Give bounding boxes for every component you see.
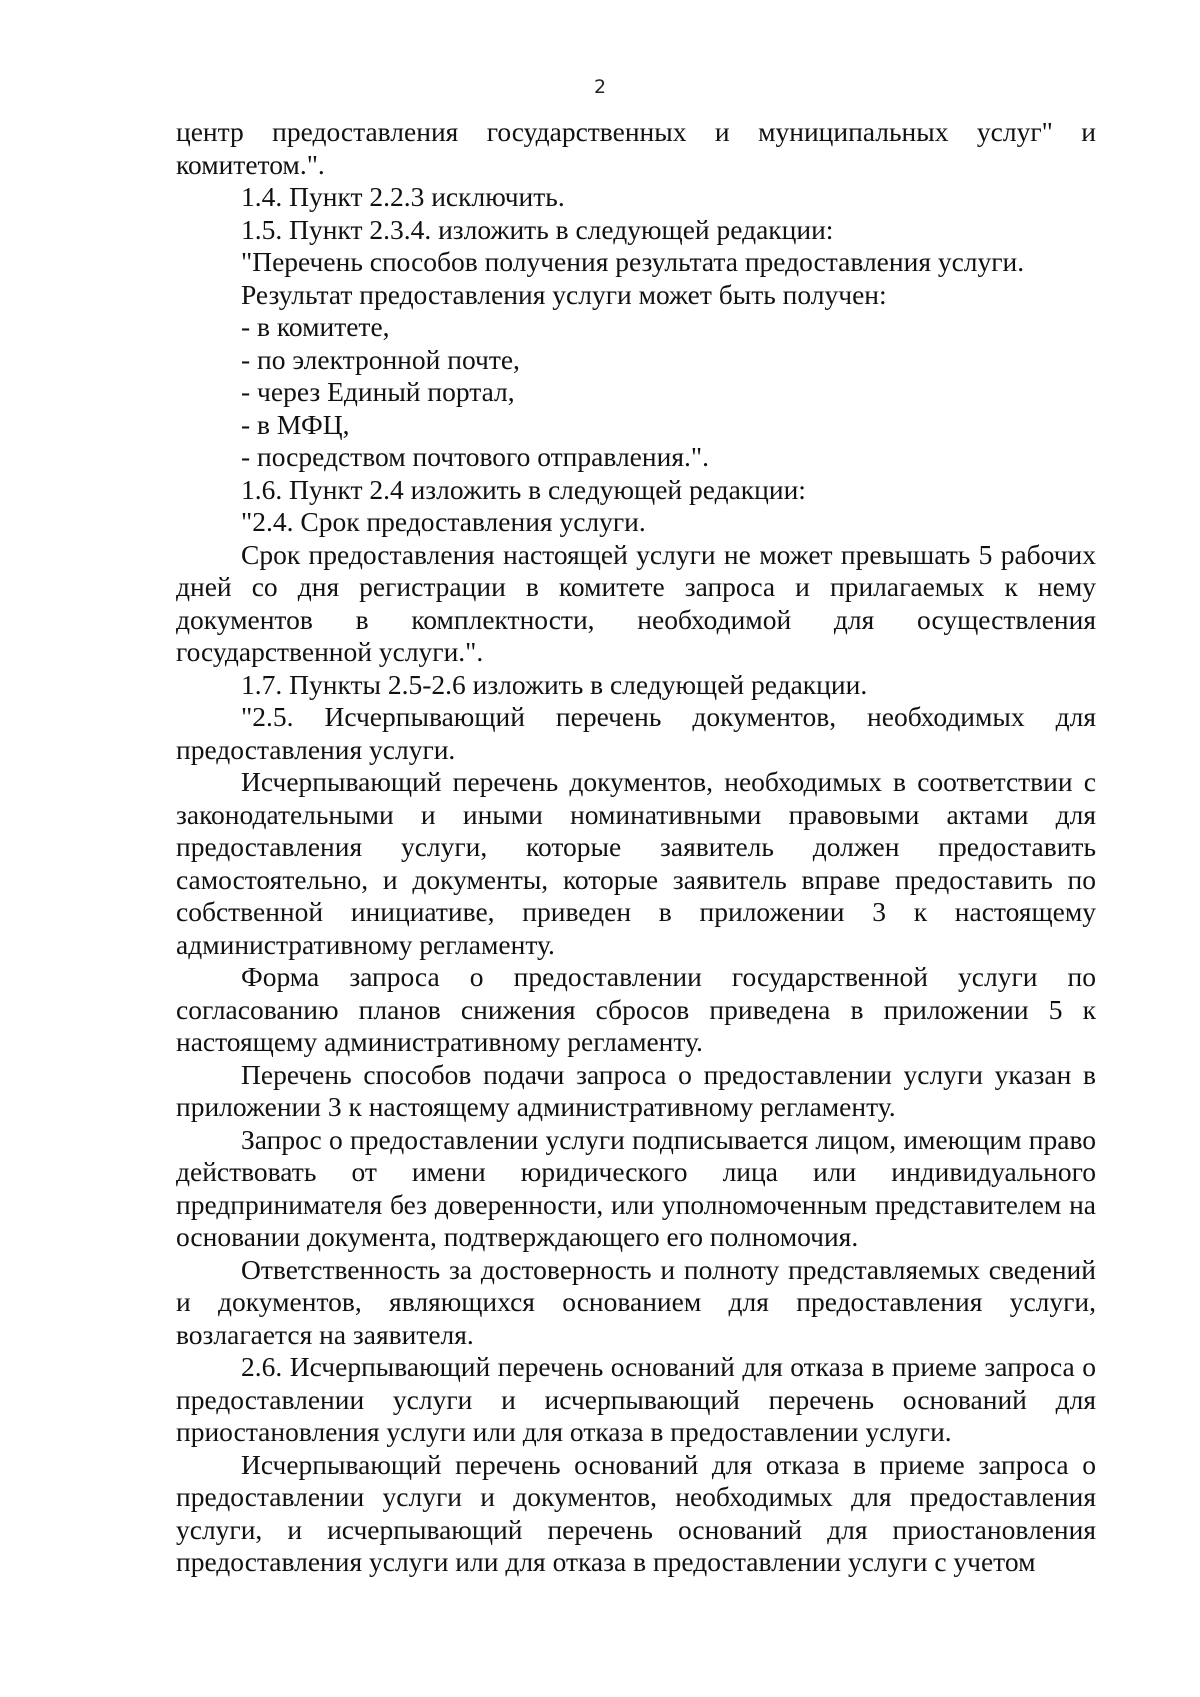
paragraph-2-6-heading: 2.6. Исчерпывающий перечень оснований для отказа в приеме запроса о предоставлении услуги и исчерпывающий перечень оснований для приостановления услуги или для отказа в предоставлении услуги. bbox=[176, 1351, 1096, 1447]
paragraph-submission-methods: Перечень способов подачи запроса о предоставлении услуги указан в приложении 3 к настоящему административному регламенту. bbox=[176, 1058, 1096, 1122]
list-item: - в комитете, bbox=[241, 311, 390, 342]
page-number: 2 bbox=[593, 76, 607, 98]
paragraph-1-6: 1.6. Пункт 2.4 изложить в следующей редакции: bbox=[241, 473, 806, 505]
list-item: - посредством почтового отправления.". bbox=[241, 441, 709, 472]
list-item: - по электронной почте, bbox=[241, 343, 520, 375]
paragraph-1-7: 1.7. Пункты 2.5-2.6 изложить в следующей редакции. bbox=[241, 668, 868, 700]
paragraph-signature: Запрос о предоставлении услуги подписывается лицом, имеющим право действовать от имени юридического лица или индивидуального предпринимателя без доверенности, или уполномоченным представителем на основании документа, подтверждающего его полномочия. bbox=[176, 1123, 1096, 1252]
list-item: - через Единый портал, bbox=[241, 376, 515, 407]
paragraph-1-4: 1.4. Пункт 2.2.3 исключить. bbox=[241, 181, 565, 212]
paragraph-responsibility: Ответственность за достоверность и полноту представляемых сведений и документов, являющихся основанием для предоставления услуги, возлагается на заявителя. bbox=[176, 1253, 1096, 1350]
paragraph-result-methods-heading: "Перечень способов получения результата предоставления услуги. bbox=[241, 246, 1025, 277]
paragraph-continuation: центр предоставления государственных и муниципальных услуг" и комитетом.". bbox=[176, 116, 1096, 180]
paragraph-2-5-body: Исчерпывающий перечень документов, необходимых в соответствии с законодательными и иными номинативными правовыми актами для предоставления услуги, которые заявитель должен предоставить самостоятельно, и документы, которые заявитель вправе предоставить по собственной инициативе, приведен в приложении 3 к настоящему административному регламенту. bbox=[176, 766, 1096, 960]
paragraph-result-intro: Результат предоставления услуги может быть получен: bbox=[241, 278, 887, 310]
paragraph-request-form: Форма запроса о предоставлении государственной услуги по согласованию планов снижения сбросов приведена в приложении 5 к настоящему административному регламенту. bbox=[176, 961, 1096, 1057]
paragraph-2-4-heading: "2.4. Срок предоставления услуги. bbox=[241, 506, 646, 537]
list-item: - в МФЦ, bbox=[241, 408, 350, 440]
paragraph-2-4-body: Срок предоставления настоящей услуги не может превышать 5 рабочих дней со дня регистрации в комитете запроса и прилагаемых к нему документов в комплектности, необходимой для осуществления государственной услуги.". bbox=[176, 538, 1096, 667]
paragraph-2-5-heading: "2.5. Исчерпывающий перечень документов, необходимых для предоставления услуги. bbox=[176, 701, 1096, 765]
paragraph-2-6-body: Исчерпывающий перечень оснований для отказа в приеме запроса о предоставлении услуги и документов, необходимых для предоставления услуги, и исчерпывающий перечень оснований для приостановления предоставления услуги или для отказа в предоставлении услуги с учетом bbox=[176, 1448, 1096, 1577]
document-body bbox=[176, 116, 1096, 1579]
paragraph-1-5: 1.5. Пункт 2.3.4. изложить в следующей редакции: bbox=[241, 213, 834, 245]
